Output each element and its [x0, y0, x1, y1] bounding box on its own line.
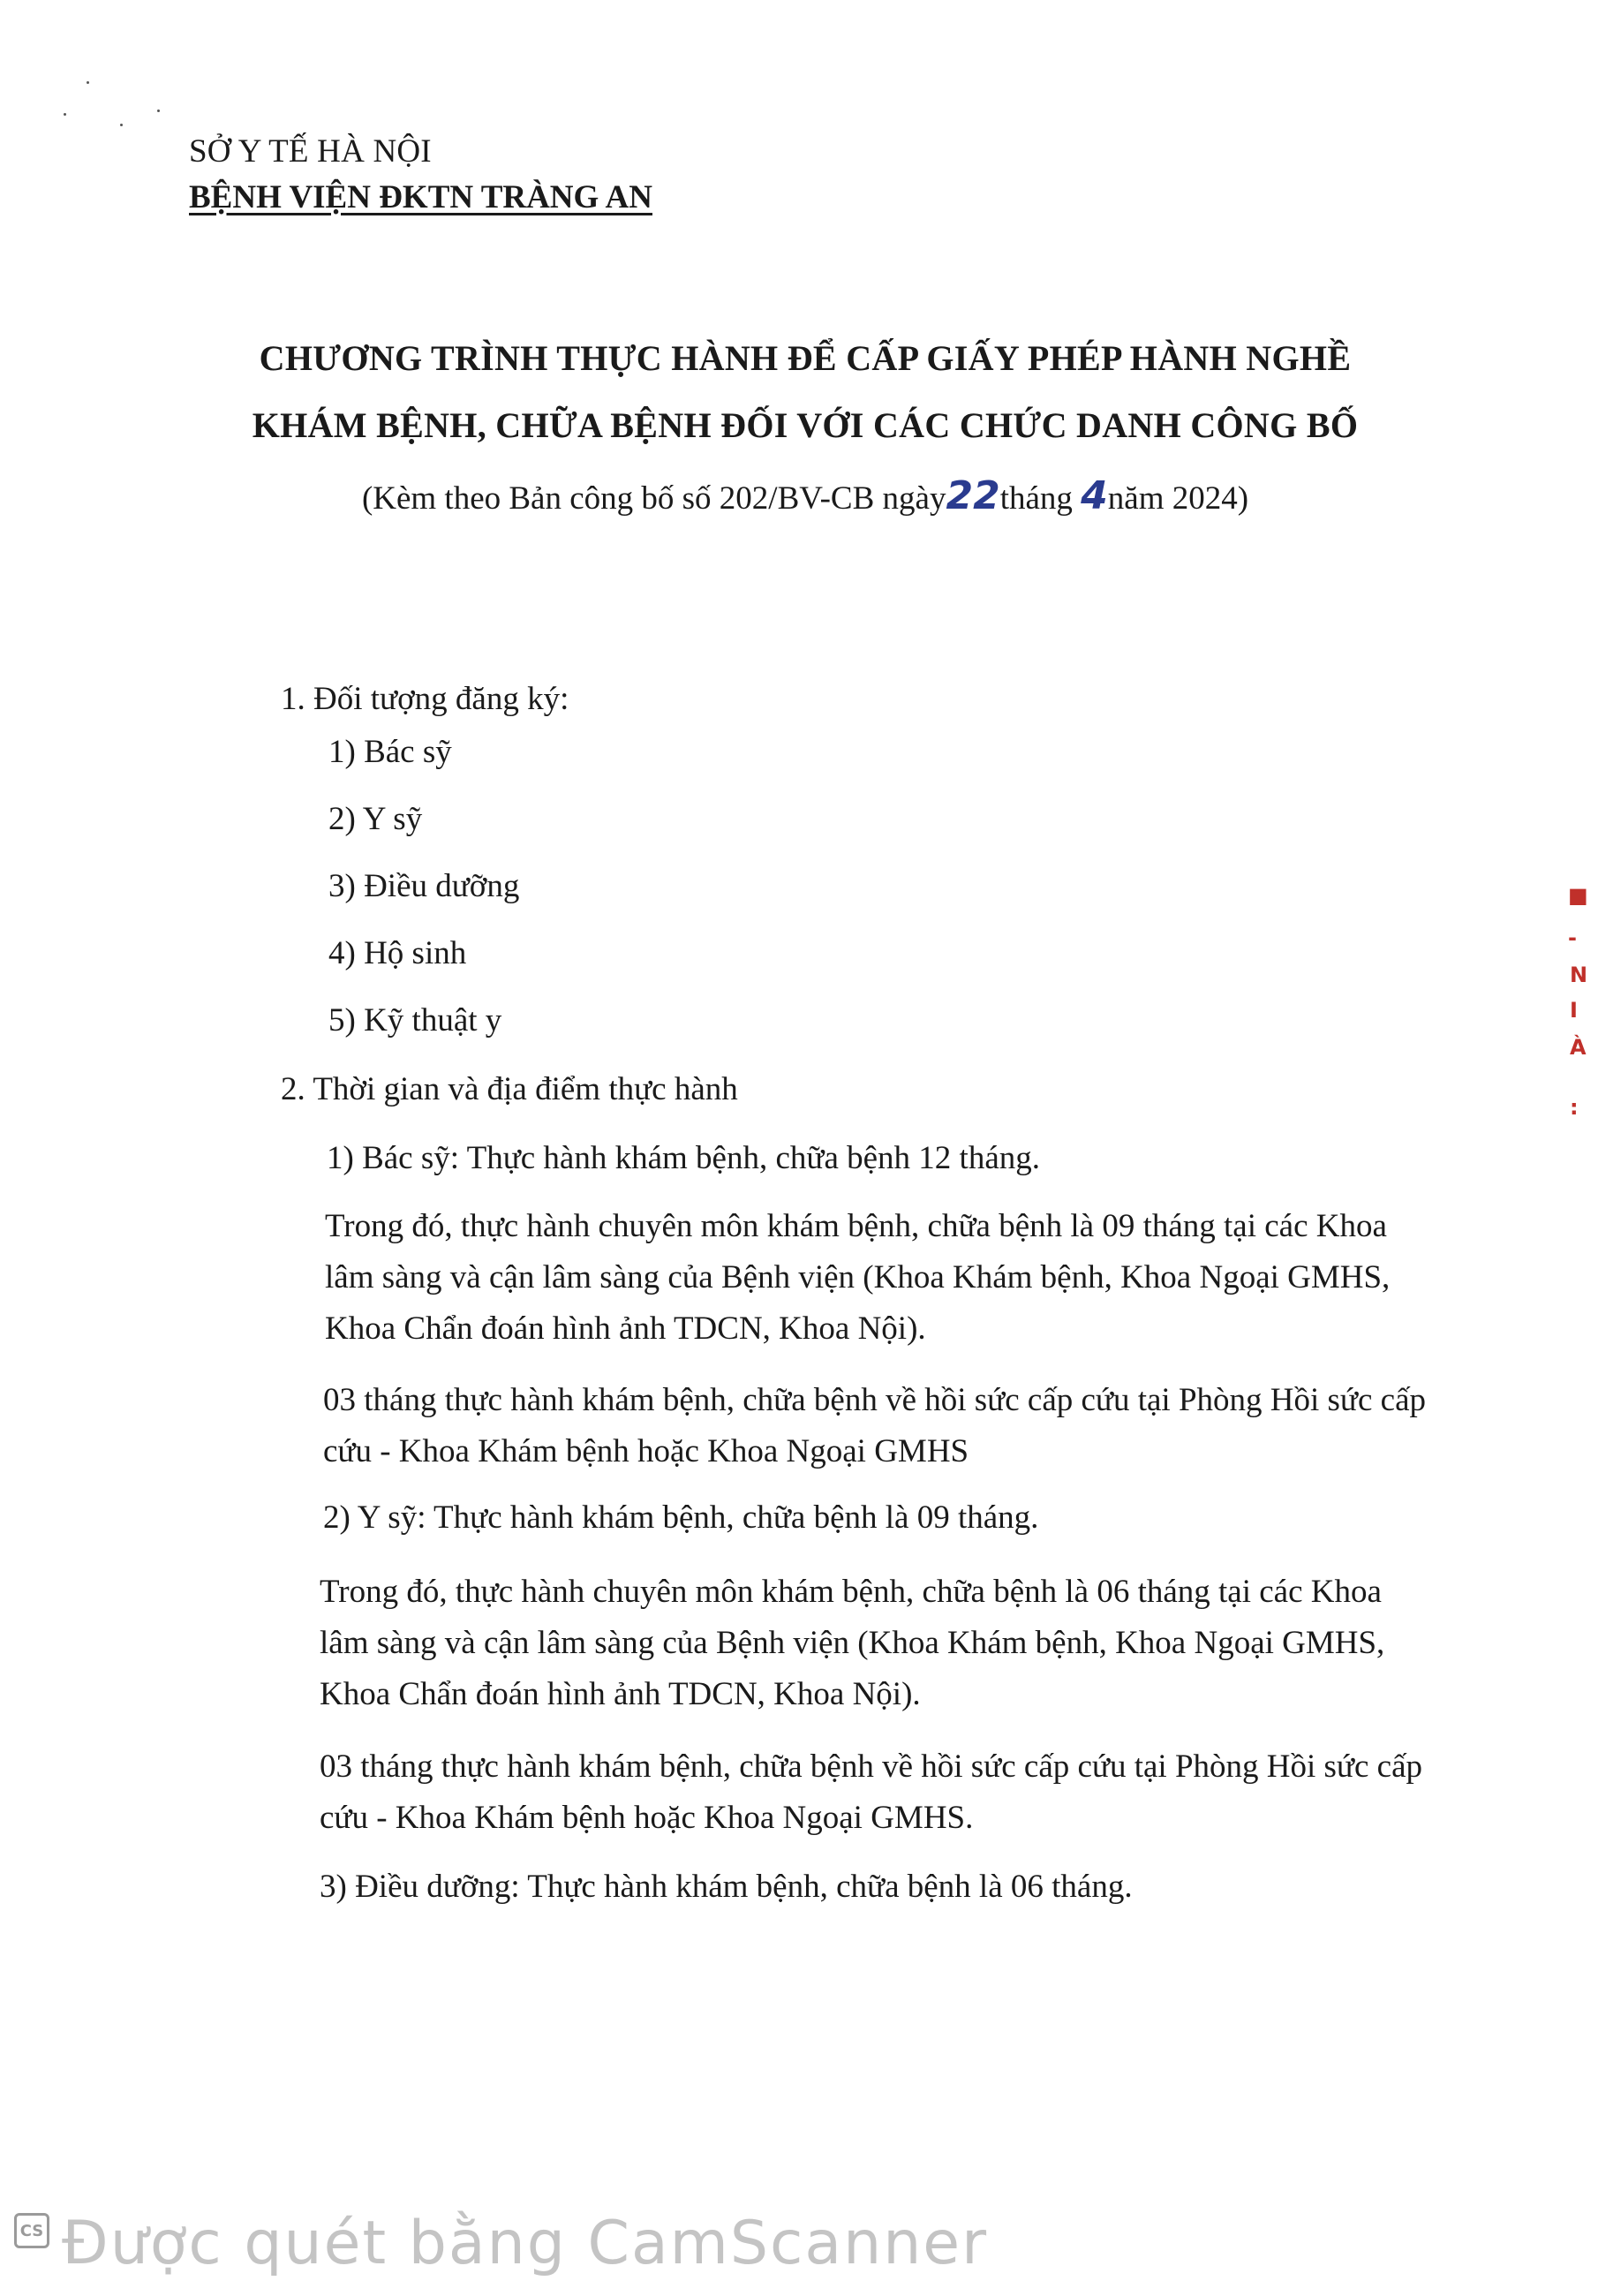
hospital-name: BỆNH VIỆN ĐKTN TRÀNG AN: [189, 179, 652, 215]
list-item: 1) Bác sỹ: [328, 734, 452, 770]
list-item: 5) Kỹ thuật y: [328, 1002, 502, 1038]
scan-speck: [87, 81, 89, 84]
physician-assistant-paragraph-2: 03 tháng thực hành khám bệnh, chữa bệnh về hồi sức cấp cứu tại Phòng Hồi sức cấp cứu - Khoa Khám bệnh hoặc Khoa Ngoại GMHS.: [320, 1748, 1423, 1836]
physician-assistant-paragraph-1: Trong đó, thực hành chuyên môn khám bệnh, chữa bệnh là 06 tháng tại các Khoa lâm sàng và cận lâm sàng của Bệnh viện (Khoa Khám bệnh, Khoa Ngoại GMHS, Khoa Chẩn đoán hình ảnh TDCN, Khoa Nội).: [320, 1574, 1385, 1712]
handwritten-month: 4: [1081, 473, 1108, 518]
doctor-title: 1) Bác sỹ: Thực hành khám bệnh, chữa bệnh 12 tháng.: [327, 1140, 1041, 1176]
doctor-paragraph-2: 03 tháng thực hành khám bệnh, chữa bệnh về hồi sức cấp cứu tại Phòng Hồi sức cấp cứu - Khoa Khám bệnh hoặc Khoa Ngoại GMHS: [323, 1382, 1427, 1469]
document-title-line-2: KHÁM BỆNH, CHỮA BỆNH ĐỐI VỚI CÁC CHỨC DANH CÔNG BỐ: [252, 405, 1359, 445]
stamp-fragment: À: [1570, 1035, 1587, 1060]
stamp-fragment: ■: [1568, 883, 1588, 908]
camscanner-watermark: Được quét bằng CamScanner: [62, 2209, 989, 2278]
list-item: 2) Y sỹ: [328, 801, 423, 837]
section-1-heading: 1. Đối tượng đăng ký:: [281, 681, 569, 717]
scan-speck: [120, 124, 123, 126]
stamp-fragment: :: [1570, 1095, 1579, 1120]
scan-speck: [64, 113, 66, 116]
subtitle-text-2: tháng: [999, 480, 1073, 517]
section-2-heading: 2. Thời gian và địa điểm thực hành: [281, 1071, 738, 1107]
document-title-line-1: CHƯƠNG TRÌNH THỰC HÀNH ĐỂ CẤP GIẤY PHÉP HÀNH NGHỀ: [259, 338, 1352, 378]
scan-speck: [157, 110, 160, 112]
list-item: 4) Hộ sinh: [328, 935, 467, 971]
physician-assistant-title: 2) Y sỹ: Thực hành khám bệnh, chữa bệnh là 09 tháng.: [323, 1499, 1039, 1536]
stamp-fragment: -: [1568, 925, 1577, 950]
doctor-paragraph-1: Trong đó, thực hành chuyên môn khám bệnh, chữa bệnh là 09 tháng tại các Khoa lâm sàng và cận lâm sàng của Bệnh viện (Khoa Khám bệnh, Khoa Ngoại GMHS, Khoa Chẩn đoán hình ảnh TDCN, Khoa Nội).: [325, 1208, 1391, 1347]
nurse-title: 3) Điều dưỡng: Thực hành khám bệnh, chữa bệnh là 06 tháng.: [320, 1869, 1133, 1905]
camscanner-logo-icon: CS: [14, 2213, 49, 2248]
document-subtitle: [0, 473, 1598, 518]
list-item: 3) Điều dưỡng: [328, 868, 520, 904]
handwritten-day: 22: [946, 473, 1000, 518]
subtitle-text-3: năm 2024): [1107, 480, 1249, 517]
stamp-fragment: N: [1570, 963, 1588, 987]
department-name: SỞ Y TẾ HÀ NỘI: [189, 133, 432, 170]
subtitle-text-1: (Kèm theo Bản công bố số 202/BV-CB ngày: [361, 480, 946, 517]
stamp-fragment: I: [1570, 998, 1578, 1023]
